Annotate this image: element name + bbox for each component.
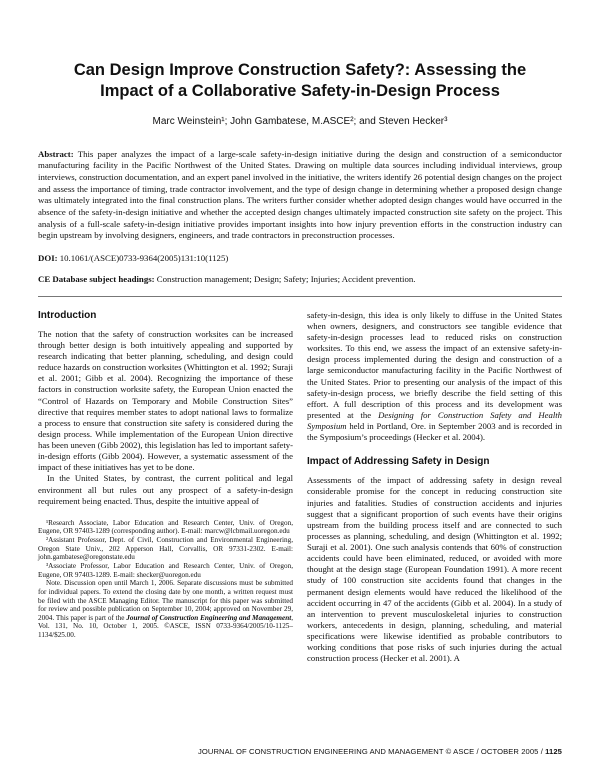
front-matter-divider [38,296,562,297]
footer-journal-text: JOURNAL OF CONSTRUCTION ENGINEERING AND MANAGEMENT © ASCE / OCTOBER 2005 / [197,747,546,756]
footnote-note [38,579,293,639]
continuation-text: safety-in-design, this idea is only likely to diffuse in the United States when owners, designers, and constructors see tangible evidence that safety-in-design processes lead to reduced risks on construction worksites. To this end, we assess the impact of an extensive safety-in-design process implemented during the design and construction of a large semiconductor manufacturing facility in the Pacific Northwest of the United States. Prior to presenting our analysis of the impact of this safety-in-design process, we briefly describe the field setting of this effort. A full description of this process and its development was presented at the [307,309,562,420]
doi-label: DOI: [38,252,58,263]
doi-value: 10.1061/(ASCE)0733-9364(2005)131:10(1125) [57,252,229,263]
intro-paragraph-1: The notion that the safety of construction worksites can be increased through better design is both intuitively appealing and supported by research indicating that better planning, scheduling, and design could reduce hazards on construction worksites (Whittington et al. 1992; Suraji et al. 2001; Gibb et al. 2004). Recognizing the importance of these factors in construction worksite safety, the European Union enacted the “Control of Hazards on Temporary and Mobile Construction Sites” directive that requires member states to adopt national laws to formalize a process to ensure that construction site safety is considered during the design process. While implementation of the European Union directive has been uneven (Gibb 2002), this legislation has led to important safety-in-design efforts (Gibb 2004). However, a systematic assessment of the impact of these initiatives has yet to be done. [38,328,293,473]
ce-database-label: CE Database subject headings: [38,273,155,284]
abstract-section [38,149,562,242]
intro-paragraph-2: In the United States, by contrast, the current political and legal environment all but rules out any prospect of a safety-in-design requirement being enacted. Thus, despite the intuitive appeal of [38,473,293,506]
continuation-paragraph [307,310,562,444]
column-right [307,310,562,665]
page-footer [198,747,562,756]
footnote-1: ¹Research Associate, Labor Education and Research Center, Univ. of Oregon, Eugene, OR 97403-1289 (corresponding author). E-mail: marcw@lcbmail.uoregon.edu [38,518,293,536]
footnote-note-tail: , Vol. 131, No. 10, October 1, 2005. ©ASCE, ISSN 0733-9364/2005/10-1125–1134/$25.00. [38,613,293,640]
footnote-3: ³Associate Professor, Labor Education and Research Center, Univ. of Oregon, Eugene, OR 97403-1289. E-mail: shecker@uoregon.edu [38,561,293,579]
footer-page-number: 1125 [545,747,562,756]
doi-line [38,253,562,263]
footnote-2: ²Assistant Professor, Dept. of Civil, Construction and Environmental Engineering, Oregon State Univ., 202 Apperson Hall, Corvallis, OR 97331-2302. E-mail: john.gambatese@oregonstate.edu [38,536,293,562]
authors-line: Marc Weinstein¹; John Gambatese, M.ASCE²; and Steven Hecker³ [152,115,448,127]
column-left [38,310,293,665]
footnotes-block [38,519,293,640]
abstract-label: Abstract: [38,148,74,159]
paper-title: Can Design Improve Construction Safety?: Assessing the Impact of a Collaborative Safety-in-Design Process [73,61,527,101]
journal-name: Journal of Construction Engineering and Management [126,613,292,622]
abstract-text: This paper analyzes the impact of a large-scale safety-in-design initiative during the design and construction of a semiconductor manufacturing facility in the Pacific Northwest of the United States. Drawing on multiple data sources including individual interviews, group interviews, construction documentation, and an expert panel involved in the initiative, the writers identify 26 potential design changes on the project and assess the importance of timing, trade contractor involvement, and the type of design change in determining whether a proposed design change was ultimately integrated into the final construction plans. The writers further consider whether adopted design changes would have occurred in the absence of the safety-in-design initiative and whether the accepted design changes ultimately impacted construction site safety on the project. This analysis of a full-scale safety-in-design initiative provides important insights into how injury prevention efforts in the construction industry can begin upstream by involving designers, engineers, and trade contractors in preconstruction processes. [38,148,562,241]
section-heading-introduction: Introduction [38,309,97,321]
symposium-title: Designing for Construction Safety and Health Symposium [307,409,562,431]
two-column-body [38,310,562,665]
impact-paragraph-1: Assessments of the impact of addressing safety in design reveal considerable promise for the concept in reducing construction site injuries and fatalities. Studies of construction accidents and injuries suggest that a significant proportion of such events have their origins upstream from the building process itself and are connected to such processes as planning, scheduling, and design (Whittington et al. 1992; Suraji et al. 2001). One such analysis contends that 60% of construction accidents could have been eliminated, reduced, or avoided with more thought at the design stage (European Foundation 1991). A more recent study of 100 construction site accidents found that changes in the permanent design elements would have reduced the likelihood of the accident occurring in 47 of the accidents (Gibb et al. 2004). In a study of an intervention to prevent musculoskeletal injuries to construction workers, antecedents in design, planning, scheduling, and material specifications were likewise identified as probable contributors to working conditions that pose risks of such injuries during the actual construction process (Hecker et al. 2001). A [307,475,562,664]
continuation-tail: held in Portland, Ore. in September 2003 and is recorded in the Symposium’s proceedings (Hecker et al. 2004). [307,421,562,443]
ce-database-value: Construction management; Design; Safety; Injuries; Accident prevention. [154,273,416,284]
section-heading-impact: Impact of Addressing Safety in Design [307,456,490,468]
footnote-note-text: Note. Discussion open until March 1, 2006. Separate discussions must be submitted for individual papers. To extend the closing date by one month, a written request must be filed with the ASCE Managing Editor. The manuscript for this paper was submitted for review and possible publication on September 10, 2004; approved on November 29, 2004. This paper is part of the [38,579,293,622]
ce-database-line [38,274,562,284]
